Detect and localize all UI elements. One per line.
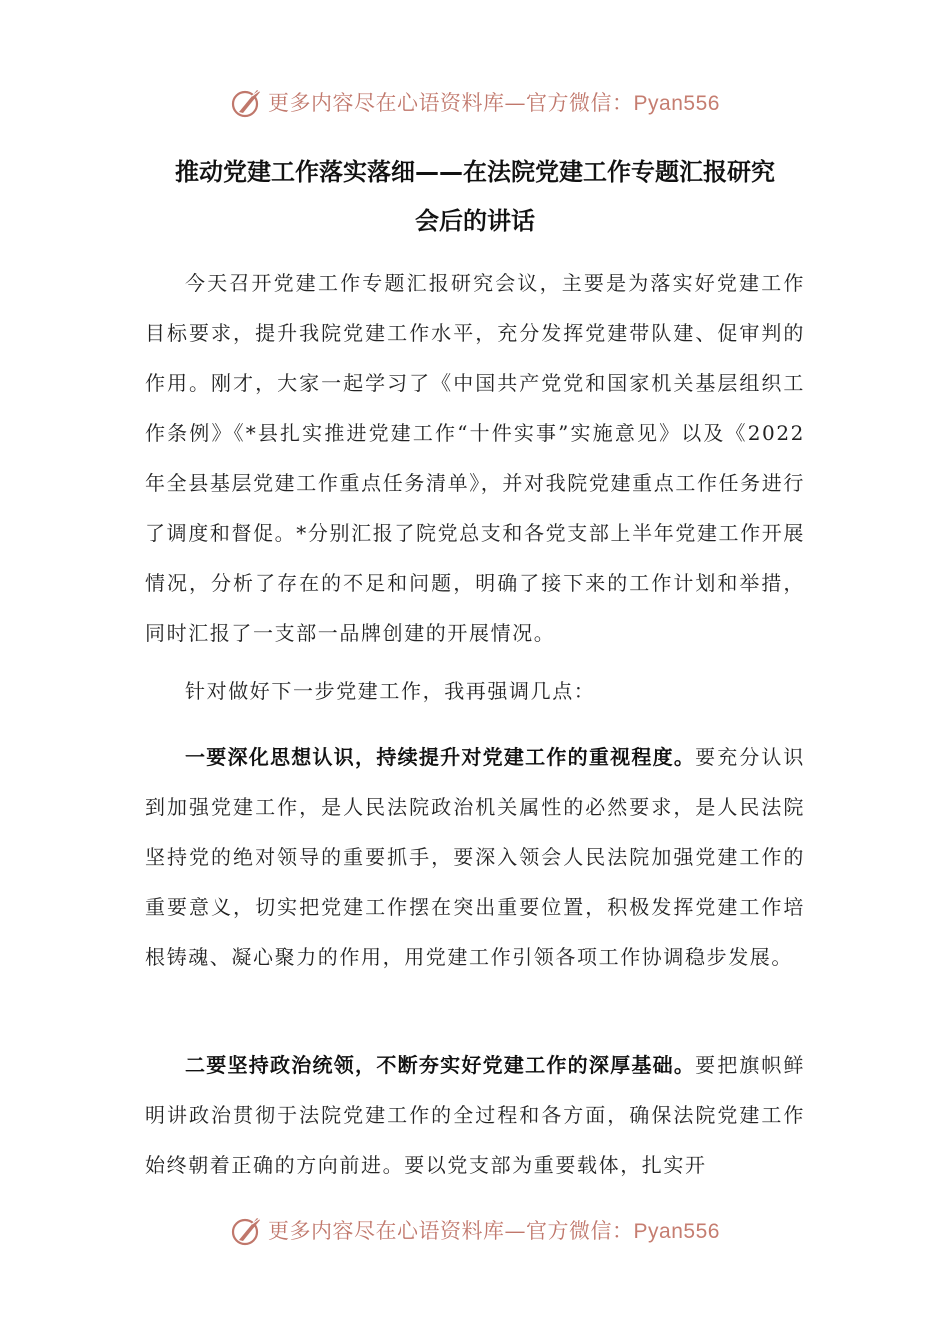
point1-heading: 一要深化思想认识，持续提升对党建工作的重视程度。: [185, 745, 696, 769]
watermark-banner-bottom: [0, 1210, 950, 1250]
watermark-id: Pyan556: [633, 1220, 720, 1243]
watermark-text: 更多内容尽在心语资料库—官方微信：Pyan556: [268, 91, 720, 115]
paragraph-transition: 针对做好下一步党建工作，我再强调几点：: [185, 679, 596, 703]
watermark-banner-top: [0, 82, 950, 122]
paragraph-point2: [145, 1040, 805, 1190]
quill-logo-icon: [230, 1213, 264, 1247]
document-title-line2: 会后的讲话: [415, 207, 535, 235]
watermark-id: Pyan556: [633, 92, 720, 115]
point1-body: 要充分认识到加强党建工作，是人民法院政治机关属性的必然要求，是人民法院坚持党的绝对领导的重要抓手，要深入领会人民法院加强党建工作的重要意义，切实把党建工作摆在突出重要位置，积极发挥党建工作培根铸魂、凝心聚力的作用，用党建工作引领各项工作协调稳步发展。: [145, 745, 805, 969]
point2-heading: 二要坚持政治统领，不断夯实好党建工作的深厚基础。: [185, 1053, 696, 1077]
paragraph-intro: 今天召开党建工作专题汇报研究会议，主要是为落实好党建工作目标要求，提升我院党建工作水平，充分发挥党建带队建、促审判的作用。刚才，大家一起学习了《中国共产党党和国家机关基层组织工作条例》《*县扎实推进党建工作“十件实事”实施意见》以及《2022年全县基层党建工作重点任务清单》，并对我院党建重点工作任务进行了调度和督促。*分别汇报了院党总支和各党支部上半年党建工作开展情况，分析了存在的不足和问题，明确了接下来的工作计划和举措，同时汇报了一支部一品牌创建的开展情况。: [145, 271, 805, 645]
document-title-line1: 推动党建工作落实落细——在法院党建工作专题汇报研究: [175, 158, 775, 186]
point2-body: 要把旗帜鲜明讲政治贯彻于法院党建工作的全过程和各方面，确保法院党建工作始终朝着正确的方向前进。要以党支部为重要载体，扎实开: [145, 1053, 805, 1177]
quill-logo-icon: [230, 85, 264, 119]
watermark-text: 更多内容尽在心语资料库—官方微信：Pyan556: [268, 1219, 720, 1243]
paragraph-point1: [145, 732, 805, 982]
